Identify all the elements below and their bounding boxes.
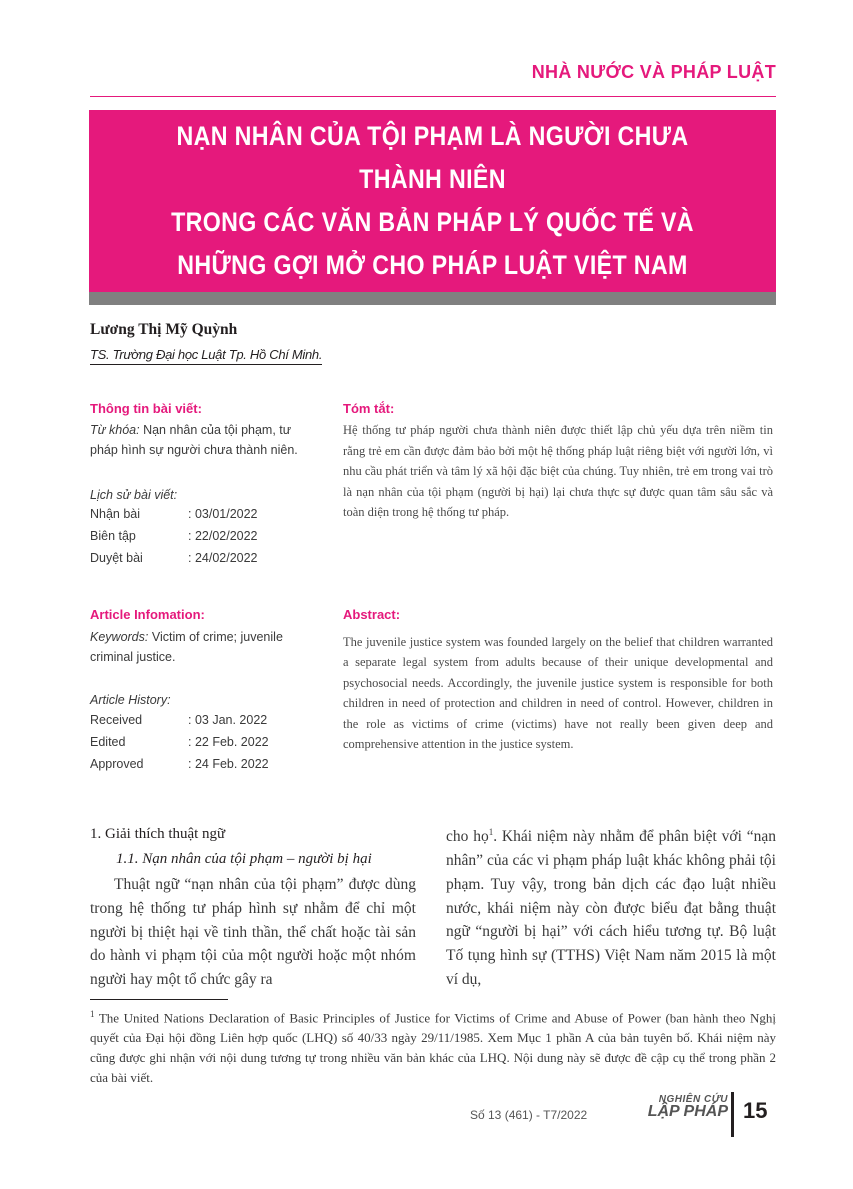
page-number: 15 xyxy=(743,1098,768,1123)
article-title: NẠN NHÂN CỦA TỘI PHẠM LÀ NGƯỜI CHƯA THÀNH NIÊN TRONG CÁC VĂN BẢN PHÁP LÝ QUỐC TẾ VÀ NHỮNG GỢI MỞ CHO PHÁP LUẬT VIỆT NAM xyxy=(171,121,694,280)
section-divider xyxy=(90,96,776,97)
keywords-en xyxy=(90,627,320,667)
footnote: $^1$ The United Nations Declaration of Basic Principles of Justice for Victims of Crime and Abuse of Power (ban hành theo Nghị quyết của Đại hội đồng Liên hợp quốc (LHQ) số 40/33 ngày 29/11/1985. Xem Mục 1 phần A của bản tuyên bố. Khái niệm này cũng được ghi nhận với nội dung tương tự trong nhiều văn bản khác của LHQ. Nội dung này sẽ được đề cập cụ thể trong phần 2 của bài viết. xyxy=(90,1009,776,1086)
history-vi-row: Nhận bài : 03/01/2022 xyxy=(90,507,258,521)
subsection-heading: 1.1. Nạn nhân của tội phạm – người bị hại xyxy=(116,851,372,867)
footnote-rule xyxy=(90,999,228,1000)
summary-vi-text: Hệ thống tư pháp người chưa thành niên được thiết lập chủ yếu dựa trên niềm tin rằng trẻ em cần được đảm bảo bởi một hệ thống pháp luật riêng biệt với người lớn, vì nhu cầu phát triển và tâm lý xã hội đặc biệt của chúng. Tuy nhiên, trẻ em trong vai trò là nạn nhân của tội phạm (người bị hại) lại chưa thực sự được quan tâm sâu sắc và toàn diện trong hệ thống tư pháp. xyxy=(343,423,773,520)
section-heading: 1. Giải thích thuật ngữ xyxy=(90,826,226,842)
history-en-row: Approved : 24 Feb. 2022 xyxy=(90,757,269,771)
history-vi-label: Lịch sử bài viết: xyxy=(90,488,178,502)
history-en-row: Edited : 22 Feb. 2022 xyxy=(90,735,269,749)
title-banner xyxy=(89,110,776,292)
keywords-vi xyxy=(90,420,320,460)
history-en-row: Received : 03 Jan. 2022 xyxy=(90,713,268,727)
author-affiliation: TS. Trường Đại học Luật Tp. Hồ Chí Minh. xyxy=(90,347,322,365)
keywords-en-label: Keywords: xyxy=(90,630,149,644)
body-column-right: cho họ$^1$. Khái niệm này nhằm để phân biệt với “nạn nhân” của các vi phạm pháp luật khác không phải tội phạm. Tuy vậy, trong bản dịch các đạo luật nhiều nước, khái niệm này còn được biểu đạt bằng thuật ngữ “người bị hại” với cách hiểu tương tự. Bộ luật Tố tụng hình sự (TTHS) Việt Nam năm 2015 là một ví dụ, xyxy=(446,827,776,988)
abstract-heading: Abstract: xyxy=(343,607,401,622)
keywords-en-text: Victim of crime; juvenile criminal justice. xyxy=(90,630,283,664)
keywords-vi-text: Nạn nhân của tội phạm, tư pháp hình sự người chưa thành niên. xyxy=(90,423,298,457)
body-column-left: Thuật ngữ “nạn nhân của tội phạm” được dùng trong hệ thống tư pháp hình sự nhằm để chỉ một người bị thiệt hại về tinh thần, thể chất hoặc tài sản do hành vi phạm tội của một người hoặc một nhóm người hay một tổ chức gây ra xyxy=(90,876,416,989)
footnote-ref: 1 xyxy=(488,827,494,837)
summary-vi-heading: Tóm tắt: xyxy=(343,401,395,416)
history-vi-row: Duyệt bài : 24/02/2022 xyxy=(90,551,258,565)
info-vi-heading: Thông tin bài viết: xyxy=(90,401,202,416)
section-label: NHÀ NƯỚC VÀ PHÁP LUẬT xyxy=(531,62,776,82)
journal-logo: NGHIÊN CỨU LẬP PHÁP xyxy=(647,1094,728,1120)
title-shadow-bar xyxy=(89,292,776,305)
history-en-label: Article History: xyxy=(90,693,171,707)
footer-divider xyxy=(731,1092,734,1137)
author-name: Lương Thị Mỹ Quỳnh xyxy=(90,321,238,338)
abstract-text: The juvenile justice system was founded largely on the belief that children warranted a separate legal system from adults because of their unique developmental and psychosocial needs. Accordingly, the juvenile justice system is responsible for both children in need of protection and children in need of control. However, children in the role as victims of crime (victims) have not really been given deep and comprehensive attention in the justice system. xyxy=(343,635,773,752)
issue-number: Số 13 (461) - T7/2022 xyxy=(470,1108,588,1122)
info-en-heading: Article Infomation: xyxy=(90,607,205,622)
history-vi-row: Biên tập : 22/02/2022 xyxy=(90,529,258,543)
keywords-vi-label: Từ khóa: xyxy=(90,423,140,437)
